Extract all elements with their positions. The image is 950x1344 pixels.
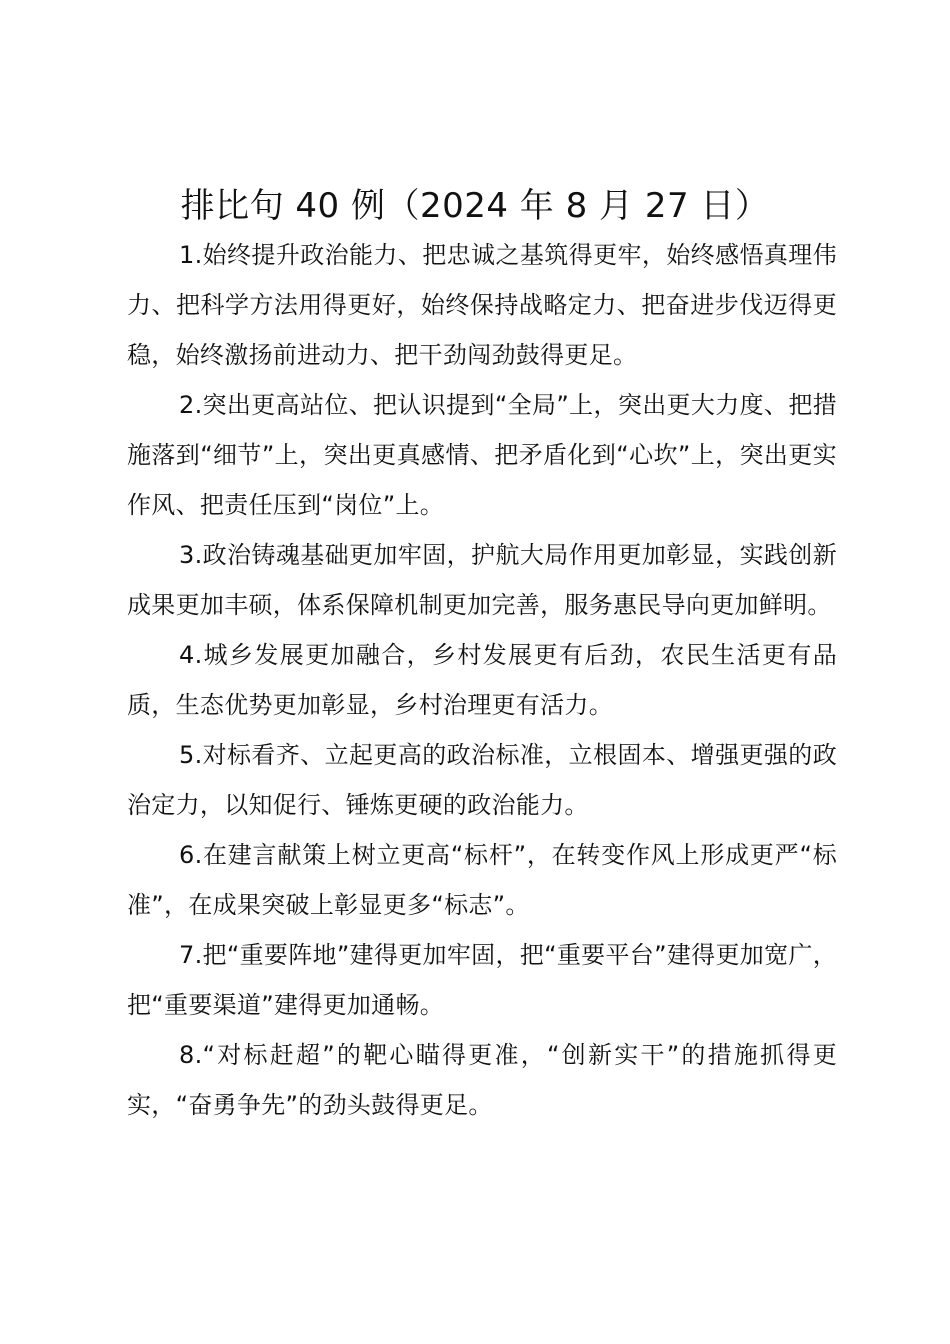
paragraph-5: 5.对标看齐、立起更高的政治标准，立根固本、增强更强的政治定力，以知促行、锤炼更硬的政治能力。 [127, 741, 837, 819]
paragraph-6: 6.在建言献策上树立更高“标杆”，在转变作风上形成更严“标准”，在成果突破上彰显更多“标志”。 [127, 841, 837, 919]
paragraph-7: 7.把“重要阵地”建得更加牢固，把“重要平台”建得更加宽广，把“重要渠道”建得更加通畅。 [127, 941, 837, 1019]
paragraph-8: 8.“对标赶超”的靶心瞄得更准，“创新实干”的措施抓得更实，“奋勇争先”的劲头鼓得更足。 [127, 1041, 837, 1119]
paragraph-2: 2.突出更高站位、把认识提到“全局”上，突出更大力度、把措施落到“细节”上，突出更真感情、把矛盾化到“心坎”上，突出更实作风、把责任压到“岗位”上。 [127, 391, 837, 519]
paragraph-1: 1.始终提升政治能力、把忠诚之基筑得更牢，始终感悟真理伟力、把科学方法用得更好，始终保持战略定力、把奋进步伐迈得更稳，始终激扬前进动力、把干劲闯劲鼓得更足。 [127, 241, 837, 369]
paragraph-3: 3.政治铸魂基础更加牢固，护航大局作用更加彰显，实践创新成果更加丰硕，体系保障机制更加完善，服务惠民导向更加鲜明。 [127, 541, 837, 619]
document-body [127, 230, 837, 1130]
paragraph-4: 4.城乡发展更加融合，乡村发展更有后劲，农民生活更有品质，生态优势更加彰显，乡村治理更有活力。 [127, 641, 837, 719]
document-title: 排比句 40 例（2024 年 8 月 27 日） [180, 186, 770, 226]
